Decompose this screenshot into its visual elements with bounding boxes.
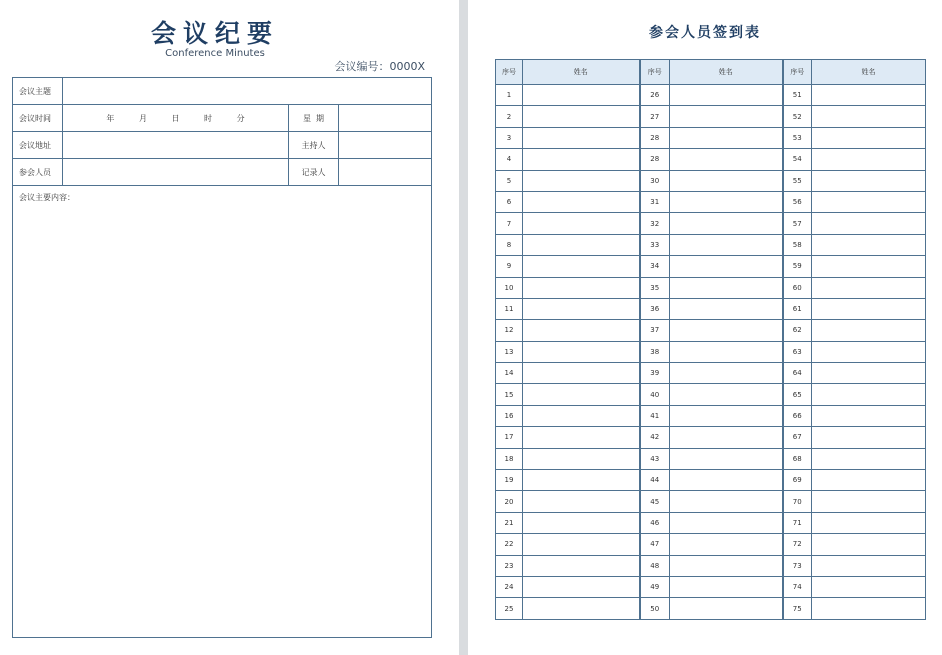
seq-number: 24 [496,576,523,597]
name-cell[interactable] [812,448,926,469]
label-location: 会议地址 [13,132,63,159]
name-cell[interactable] [523,363,640,384]
seq-number: 73 [783,555,812,576]
seq-number: 35 [640,277,670,298]
name-cell[interactable] [523,234,640,255]
field-attendees[interactable] [63,159,289,186]
seq-number: 70 [783,491,812,512]
name-cell[interactable] [812,427,926,448]
name-cell[interactable] [523,470,640,491]
seq-number: 52 [783,106,812,127]
name-cell[interactable] [812,149,926,170]
header-no-1: 序号 [496,60,523,85]
seq-number: 72 [783,534,812,555]
field-content[interactable] [13,186,432,638]
name-cell[interactable] [670,149,783,170]
seq-number: 51 [783,85,812,106]
name-cell[interactable] [812,191,926,212]
seq-number: 23 [496,555,523,576]
seq-number: 71 [783,512,812,533]
seq-number: 14 [496,363,523,384]
header-name-1: 姓名 [523,60,640,85]
seq-number: 43 [640,448,670,469]
name-cell[interactable] [812,534,926,555]
seq-number: 65 [783,384,812,405]
name-cell[interactable] [523,170,640,191]
name-cell[interactable] [670,85,783,106]
seq-number: 45 [640,491,670,512]
name-cell[interactable] [670,534,783,555]
seq-number: 41 [640,405,670,426]
name-cell[interactable] [523,555,640,576]
name-cell[interactable] [523,298,640,319]
signin-table [495,59,926,620]
name-cell[interactable] [670,191,783,212]
seq-number: 48 [640,555,670,576]
seq-number: 31 [640,191,670,212]
seq-number: 7 [496,213,523,234]
label-content: 会议主要内容： [19,193,75,202]
name-cell[interactable] [812,512,926,533]
seq-number: 28 [640,149,670,170]
name-cell[interactable] [812,555,926,576]
signin-title: 参会人员签到表 [649,25,761,41]
seq-number: 53 [783,127,812,148]
signin-row [496,427,926,448]
name-cell[interactable] [670,598,783,619]
name-cell[interactable] [670,106,783,127]
label-recorder: 记录人 [289,159,339,186]
meeting-number-value[interactable]: 0000X [389,60,425,73]
name-cell[interactable] [670,320,783,341]
seq-number: 32 [640,213,670,234]
name-cell[interactable] [812,106,926,127]
signin-row [496,213,926,234]
seq-number: 63 [783,341,812,362]
name-cell[interactable] [670,127,783,148]
meeting-form-table [12,77,432,638]
signin-page [468,0,942,655]
seq-number: 21 [496,512,523,533]
seq-number: 44 [640,470,670,491]
unit-year: 年 [106,113,115,123]
name-cell[interactable] [523,256,640,277]
form-row-time [13,105,432,132]
name-cell[interactable] [523,277,640,298]
name-cell[interactable] [670,491,783,512]
name-cell[interactable] [670,576,783,597]
label-topic: 会议主题 [13,78,63,105]
seq-number: 75 [783,598,812,619]
seq-number: 2 [496,106,523,127]
name-cell[interactable] [812,127,926,148]
name-cell[interactable] [523,213,640,234]
seq-number: 58 [783,234,812,255]
signin-header-row [496,60,926,85]
seq-number: 42 [640,427,670,448]
signin-row [496,277,926,298]
field-time[interactable] [63,105,289,132]
seq-number: 36 [640,298,670,319]
minutes-page [0,0,459,655]
signin-row [496,491,926,512]
name-cell[interactable] [670,363,783,384]
signin-row [496,191,926,212]
seq-number: 68 [783,448,812,469]
signin-row [496,405,926,426]
name-cell[interactable] [670,555,783,576]
seq-number: 47 [640,534,670,555]
unit-day: 日 [171,113,180,123]
name-cell[interactable] [812,384,926,405]
name-cell[interactable] [523,576,640,597]
name-cell[interactable] [670,256,783,277]
seq-number: 46 [640,512,670,533]
seq-number: 26 [640,85,670,106]
name-cell[interactable] [812,170,926,191]
signin-row [496,512,926,533]
signin-row [496,470,926,491]
label-host: 主持人 [289,132,339,159]
seq-number: 39 [640,363,670,384]
seq-number: 49 [640,576,670,597]
signin-row [496,598,926,619]
signin-row [496,555,926,576]
name-cell[interactable] [523,191,640,212]
seq-number: 4 [496,149,523,170]
minutes-subtitle: Conference Minutes [165,48,265,59]
name-cell[interactable] [670,470,783,491]
name-cell[interactable] [812,341,926,362]
name-cell[interactable] [670,234,783,255]
signin-row [496,234,926,255]
field-weekday[interactable] [339,105,432,132]
seq-number: 25 [496,598,523,619]
seq-number: 6 [496,191,523,212]
seq-number: 16 [496,405,523,426]
name-cell[interactable] [523,491,640,512]
name-cell[interactable] [812,576,926,597]
seq-number: 57 [783,213,812,234]
seq-number: 12 [496,320,523,341]
unit-hour: 时 [204,113,213,123]
name-cell[interactable] [523,405,640,426]
field-recorder[interactable] [339,159,432,186]
name-cell[interactable] [670,277,783,298]
signin-row [496,149,926,170]
form-row-location [13,132,432,159]
seq-number: 50 [640,598,670,619]
seq-number: 56 [783,191,812,212]
header-name-2: 姓名 [670,60,783,85]
seq-number: 8 [496,234,523,255]
seq-number: 33 [640,234,670,255]
header-no-3: 序号 [783,60,812,85]
seq-number: 40 [640,384,670,405]
seq-number: 9 [496,256,523,277]
name-cell[interactable] [812,85,926,106]
signin-row [496,576,926,597]
signin-row [496,127,926,148]
seq-number: 59 [783,256,812,277]
name-cell[interactable] [523,598,640,619]
seq-number: 5 [496,170,523,191]
seq-number: 3 [496,127,523,148]
seq-number: 61 [783,298,812,319]
name-cell[interactable] [670,341,783,362]
name-cell[interactable] [812,213,926,234]
seq-number: 10 [496,277,523,298]
seq-number: 38 [640,341,670,362]
meeting-number-label: 会议编号： [334,60,390,73]
signin-row [496,320,926,341]
seq-number: 67 [783,427,812,448]
name-cell[interactable] [523,534,640,555]
name-cell[interactable] [523,427,640,448]
signin-row [496,106,926,127]
name-cell[interactable] [523,127,640,148]
name-cell[interactable] [812,298,926,319]
name-cell[interactable] [523,106,640,127]
field-host[interactable] [339,132,432,159]
name-cell[interactable] [523,320,640,341]
seq-number: 66 [783,405,812,426]
name-cell[interactable] [523,85,640,106]
name-cell[interactable] [670,405,783,426]
signin-row [496,341,926,362]
seq-number: 1 [496,85,523,106]
seq-number: 22 [496,534,523,555]
name-cell[interactable] [670,213,783,234]
seq-number: 62 [783,320,812,341]
signin-row [496,384,926,405]
signin-row [496,298,926,319]
name-cell[interactable] [523,149,640,170]
name-cell[interactable] [812,598,926,619]
seq-number: 37 [640,320,670,341]
header-no-2: 序号 [640,60,670,85]
name-cell[interactable] [812,363,926,384]
signin-row [496,170,926,191]
field-location[interactable] [63,132,289,159]
name-cell[interactable] [523,341,640,362]
unit-month: 月 [138,113,147,123]
seq-number: 19 [496,470,523,491]
signin-row [496,448,926,469]
name-cell[interactable] [812,491,926,512]
name-cell[interactable] [812,320,926,341]
minutes-title: 会议纪要 [150,19,279,48]
name-cell[interactable] [670,448,783,469]
seq-number: 30 [640,170,670,191]
seq-number: 27 [640,106,670,127]
label-time: 会议时间 [13,105,63,132]
seq-number: 13 [496,341,523,362]
name-cell[interactable] [670,512,783,533]
seq-number: 64 [783,363,812,384]
name-cell[interactable] [812,256,926,277]
name-cell[interactable] [670,298,783,319]
seq-number: 15 [496,384,523,405]
seq-number: 18 [496,448,523,469]
name-cell[interactable] [670,170,783,191]
name-cell[interactable] [670,427,783,448]
name-cell[interactable] [812,277,926,298]
signin-row [496,363,926,384]
name-cell[interactable] [670,384,783,405]
seq-number: 54 [783,149,812,170]
meeting-number [334,58,425,74]
seq-number: 55 [783,170,812,191]
name-cell[interactable] [523,512,640,533]
signin-row [496,256,926,277]
signin-row [496,534,926,555]
form-row-attendees [13,159,432,186]
seq-number: 17 [496,427,523,448]
label-weekday: 星 期 [289,105,339,132]
name-cell[interactable] [523,448,640,469]
name-cell[interactable] [812,234,926,255]
form-row-topic [13,78,432,105]
seq-number: 34 [640,256,670,277]
unit-minute: 分 [236,113,245,123]
signin-body [496,85,926,620]
seq-number: 60 [783,277,812,298]
label-attendees: 参会人员 [13,159,63,186]
form-row-content [13,186,432,638]
seq-number: 28 [640,127,670,148]
seq-number: 74 [783,576,812,597]
header-name-3: 姓名 [812,60,926,85]
name-cell[interactable] [812,405,926,426]
seq-number: 20 [496,491,523,512]
signin-row [496,85,926,106]
name-cell[interactable] [812,470,926,491]
seq-number: 69 [783,470,812,491]
seq-number: 11 [496,298,523,319]
name-cell[interactable] [523,384,640,405]
field-topic[interactable] [63,78,432,105]
